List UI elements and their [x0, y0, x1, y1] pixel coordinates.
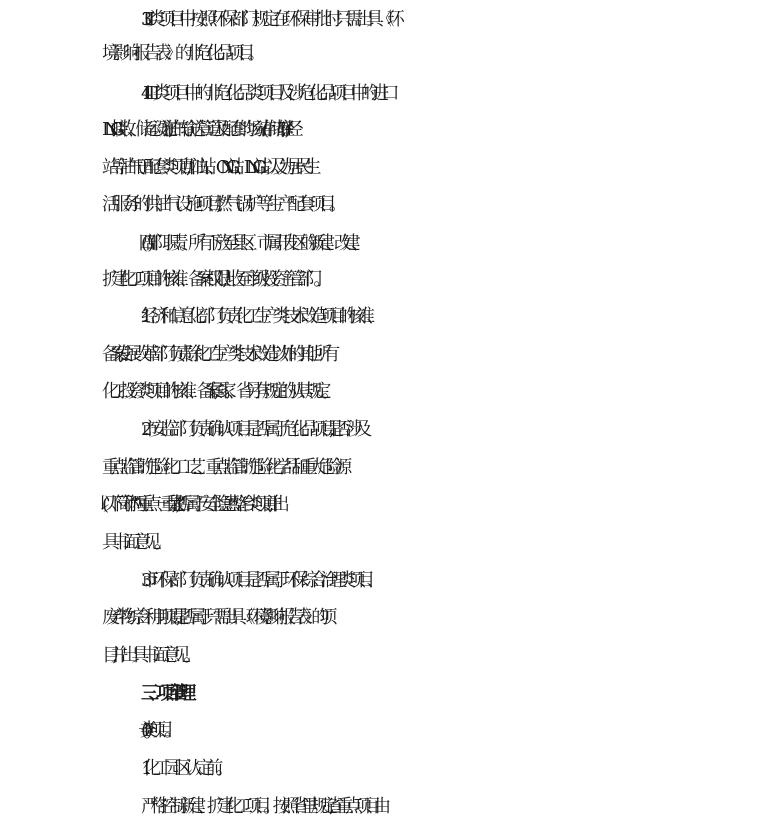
text-line: LNG 接收、储运设施,油气输送管道及配套的场站(存储库),轻烃 [102, 119, 294, 140]
section-heading: 三、项目管理 [141, 683, 186, 704]
text-line: 2.市安监部门负责确认项目是否属于危化品项目,是否涉及 [141, 419, 364, 440]
text-line: 境影响报告表》的非危化品项目。 [102, 43, 258, 64]
text-line: 废弃物综合利用项目,是否属于只需出具《环境影响报告表》的项 [102, 607, 328, 628]
text-line: 具书面意见。 [102, 532, 165, 553]
text-line: 目,并出具书面意见。 [102, 645, 194, 666]
text-line: 活服务的供油气设施项目,燃气锅炉等生产配套项目。 [102, 194, 340, 215]
text-line: 1.化工园区认定前。 [141, 758, 227, 779]
text-line: 扩建化工项目的核准、备案权限,上收至市级投资主管部门。 [102, 269, 322, 290]
text-line: 重点监管的危险化工工艺、重点监管的危险化学品和重大危险源 [102, 457, 343, 478]
text-line: 站等油气田配套类项目,加油站、CNG 站、LNG 站以及为居民生 [102, 157, 312, 178]
section-heading: (四)部门职责。所有下放至县区、市属开发区的新建、改建、 [141, 233, 360, 254]
text-line: 3.Ⅱ类项目中按照环保部门规定在环保审批时只需出具《环 [141, 9, 398, 30]
text-line: 备案;发展改革部门负责除化工生产类技术改造以外的其他所有 [102, 344, 331, 365]
text-line: 1.经济和信息化部门负责化工生产类技术改造项目的核准、 [141, 306, 376, 327]
text-line: 严格控制新建、扩建化工项目。按照省里规定,省重点项目由 [141, 796, 383, 817]
text-line: 4.Ⅲ类项目中的非危化品类项目及涉危化品项目中的进口 [141, 83, 392, 104]
text-line: 3.市环保部门负责确认项目是否属于环保综合治理类项目、 [141, 570, 376, 591]
subsection-heading: (一)Ⅰ类项目。 [141, 720, 173, 741]
text-line: 化工投资类项目的核准、备案,国家、省另有规定的从其规定。 [102, 381, 331, 402]
text-line: (以下简称“两重点一重大”),是否属于安全隐患整治类项目,并出 [102, 494, 280, 515]
